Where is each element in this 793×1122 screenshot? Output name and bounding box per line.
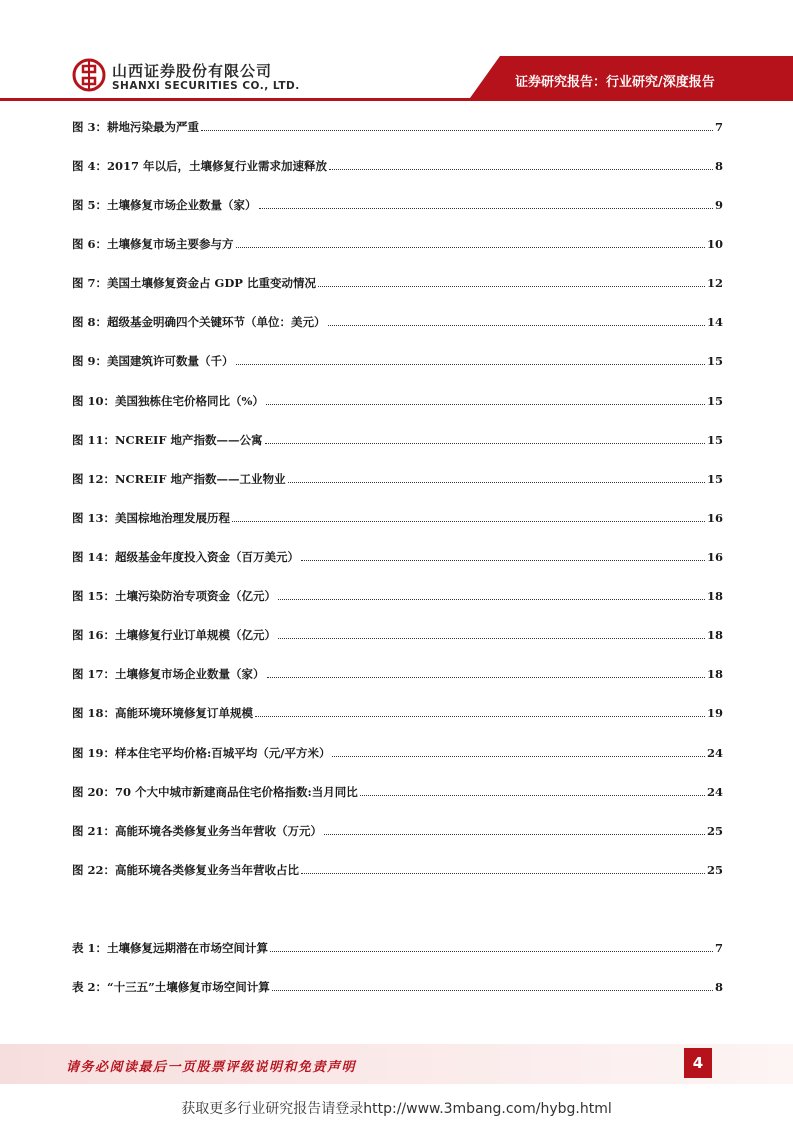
toc-entry-label: 图 4：2017 年以后，土壤修复行业需求加速释放 [72,159,328,173]
toc-entry[interactable] [72,505,723,525]
toc-entry[interactable] [72,935,723,955]
dot-leader [360,795,705,796]
toc-entry-page: 15 [706,394,723,408]
toc-entry-label: 表 2：“十三五”土壤修复市场空间计算 [72,980,270,994]
toc-entry-page: 15 [706,354,723,368]
toc-entry[interactable] [72,348,723,368]
dot-leader [288,482,705,483]
company-name-cn: 山西证券股份有限公司 [112,62,273,80]
dot-leader [265,443,705,444]
toc-entry-label: 图 13：美国棕地治理发展历程 [72,511,231,525]
toc-entry-page: 24 [706,746,723,760]
toc-entry[interactable] [72,114,723,134]
toc-entry[interactable] [72,153,723,173]
dot-leader [278,638,705,639]
toc-entry[interactable] [72,231,723,251]
toc-entry-page: 8 [714,159,723,173]
company-name-en: SHANXI SECURITIES CO., LTD. [112,80,300,92]
toc-entry-label: 图 6：土壤修复市场主要参与方 [72,237,234,251]
dot-leader [324,834,705,835]
toc-entry[interactable] [72,544,723,564]
toc-entry-page: 16 [706,511,723,525]
toc-entry[interactable] [72,622,723,642]
dot-leader [318,286,705,287]
toc-entry-page: 14 [706,315,723,329]
dot-leader [278,599,705,600]
toc-entry-label: 图 3：耕地污染最为严重 [72,120,200,134]
toc-entry[interactable] [72,740,723,760]
dot-leader [236,247,705,248]
toc-entry-page: 25 [706,824,723,838]
toc-entry[interactable] [72,700,723,720]
toc-entry-page: 15 [706,472,723,486]
toc-entry-label: 图 10：美国独栋住宅价格同比（%） [72,394,264,408]
toc-entry-label: 图 20：70 个大中城市新建商品住宅价格指数:当月同比 [72,785,358,799]
report-type-label: 证券研究报告：行业研究/深度报告 [515,75,715,90]
dot-leader [301,873,705,874]
toc-entry-label: 图 18：高能环境环境修复订单规模 [72,706,254,720]
toc-entry-page: 8 [714,980,723,994]
toc-entry-label: 图 5：土壤修复市场企业数量（家） [72,198,257,212]
toc-entry-page: 18 [706,589,723,603]
toc-entry-page: 15 [706,433,723,447]
toc-entry[interactable] [72,388,723,408]
toc-entry-label: 表 1：土壤修复远期潜在市场空间计算 [72,941,269,955]
toc-entry-page: 7 [714,120,723,134]
toc-entry-label: 图 9：美国建筑许可数量（千） [72,354,234,368]
dot-leader [236,364,705,365]
dot-leader [201,130,713,131]
toc-entry-label: 图 21：高能环境各类修复业务当年营收（万元） [72,824,323,838]
dot-leader [272,990,713,991]
toc-entry-page: 24 [706,785,723,799]
page-number: 4 [684,1048,712,1078]
toc-entry[interactable] [72,583,723,603]
dot-leader [266,404,705,405]
toc-entry-page: 18 [706,628,723,642]
toc-entry[interactable] [72,857,723,877]
dot-leader [301,560,705,561]
toc-entry[interactable] [72,427,723,447]
dot-leader [259,208,713,209]
toc-entry-label: 图 12：NCREIF 地产指数——工业物业 [72,472,286,486]
watermark-link[interactable]: 获取更多行业研究报告请登录http://www.3mbang.com/hybg.html [181,1101,612,1117]
toc-entry-label: 图 7：美国土壤修复资金占 GDP 比重变动情况 [72,276,316,290]
toc-entry-page: 10 [706,237,723,251]
toc-entry[interactable] [72,270,723,290]
dot-leader [329,169,713,170]
toc-entry-label: 图 22：高能环境各类修复业务当年营收占比 [72,863,300,877]
toc-entry[interactable] [72,974,723,994]
toc-entry-page: 19 [706,706,723,720]
toc-entry[interactable] [72,309,723,329]
toc-entry[interactable] [72,466,723,486]
toc-entry-page: 9 [714,198,723,212]
toc-entry-label: 图 16：土壤修复行业订单规模（亿元） [72,628,277,642]
company-logo-icon [72,58,106,92]
toc-entry-label: 图 14：超级基金年度投入资金（百万美元） [72,550,300,564]
toc-entry-label: 图 11：NCREIF 地产指数——公寓 [72,433,263,447]
toc-entry-page: 7 [714,941,723,955]
toc-entry-page: 18 [706,667,723,681]
toc-entry-label: 图 15：土壤污染防治专项资金（亿元） [72,589,277,603]
toc-entry[interactable] [72,818,723,838]
toc-entry-page: 12 [706,276,723,290]
toc-entry-page: 16 [706,550,723,564]
toc-entry-page: 25 [706,863,723,877]
toc-entry-label: 图 17：土壤修复市场企业数量（家） [72,667,265,681]
dot-leader [328,325,705,326]
toc-entry-label: 图 8：超级基金明确四个关键环节（单位：美元） [72,315,326,329]
dot-leader [232,521,705,522]
dot-leader [255,716,705,717]
page-header [0,0,793,104]
toc-entry[interactable] [72,192,723,212]
toc-entry-label: 图 19：样本住宅平均价格:百城平均（元/平方米） [72,746,331,760]
dot-leader [267,677,705,678]
toc-entry[interactable] [72,661,723,681]
dot-leader [270,951,713,952]
disclaimer-text: 请务必阅读最后一页股票评级说明和免责声明 [66,1060,357,1075]
toc-entry[interactable] [72,779,723,799]
dot-leader [332,756,705,757]
